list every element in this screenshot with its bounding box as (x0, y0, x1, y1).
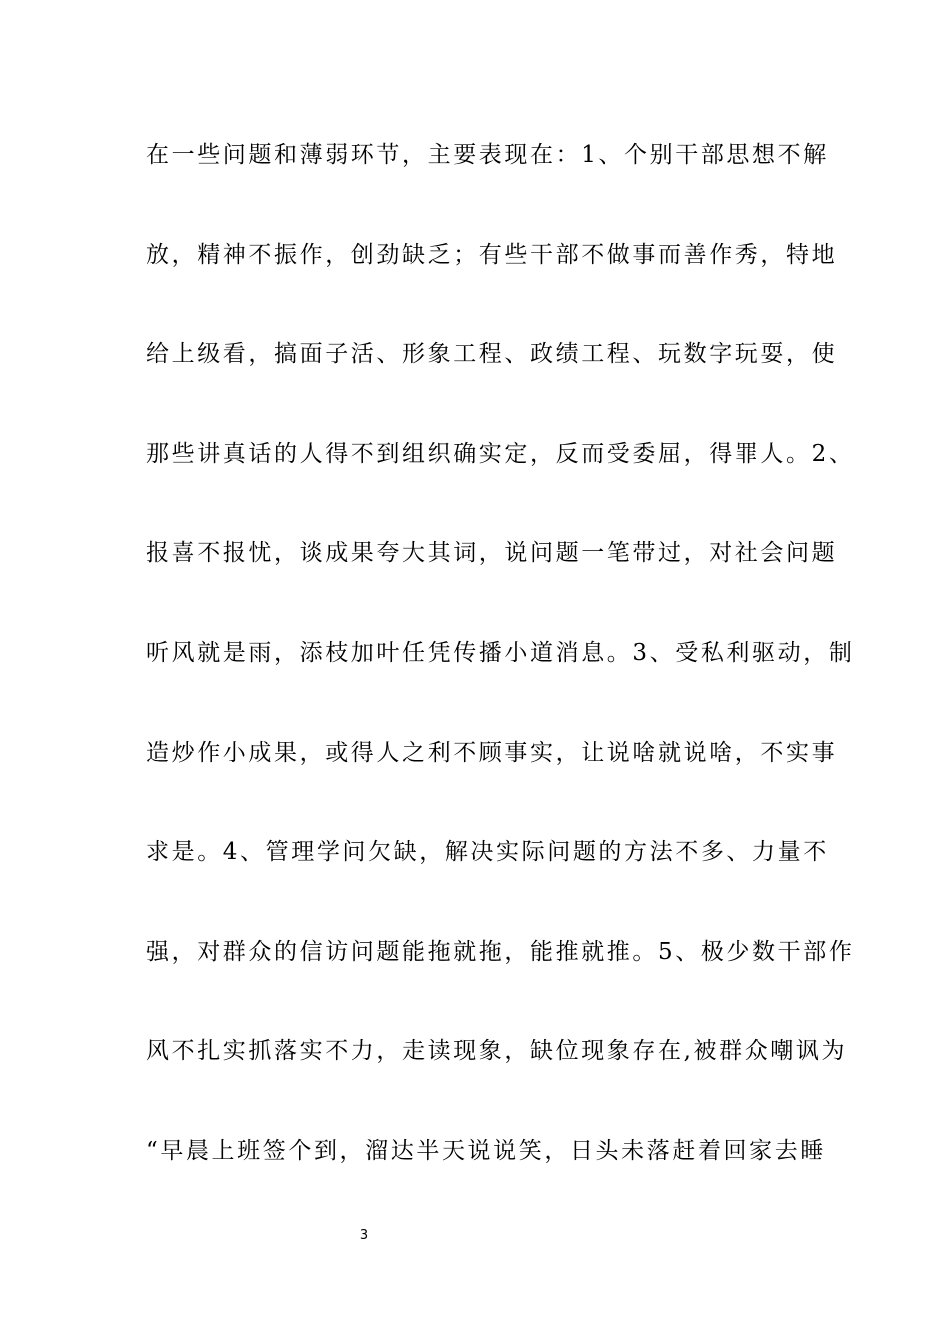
page-number: 3 (359, 1228, 369, 1243)
text-line: 造炒作小成果，或得人之利不顾事实，让说啥就说啥，不实事 (146, 739, 838, 766)
text-line: 风不扎实抓落实不力，走读现象，缺位现象存在,被群众嘲讽为 (146, 1038, 848, 1065)
text-line: 强，对群众的信访问题能拖就拖，能推就推。5、极少数干部作 (146, 938, 855, 965)
text-line: 听风就是雨，添枝加叶任凭传播小道消息。3、受私利驱动，制 (146, 639, 855, 666)
text-line: 求是。4、管理学问欠缺，解决实际问题的方法不多、力量不 (146, 839, 829, 866)
text-line: 那些讲真话的人得不到组织确实定，反而受委屈，得罪人。2、 (146, 440, 855, 467)
text-line: 放，精神不振作，创劲缺乏；有些干部不做事而善作秀，特地 (146, 241, 838, 268)
text-line: 给上级看，搞面子活、形象工程、政绩工程、玩数字玩耍，使 (146, 341, 838, 368)
text-line: 报喜不报忧，谈成果夸大其词，说问题一笔带过，对社会问题 (146, 540, 838, 567)
text-line: 在一些问题和薄弱环节，主要表现在：1、个别干部思想不解 (146, 142, 829, 168)
text-line: “早晨上班签个到，溜达半天说说笑，日头未落赶着回家去睡 (146, 1137, 826, 1164)
body-text (146, 127, 855, 1223)
